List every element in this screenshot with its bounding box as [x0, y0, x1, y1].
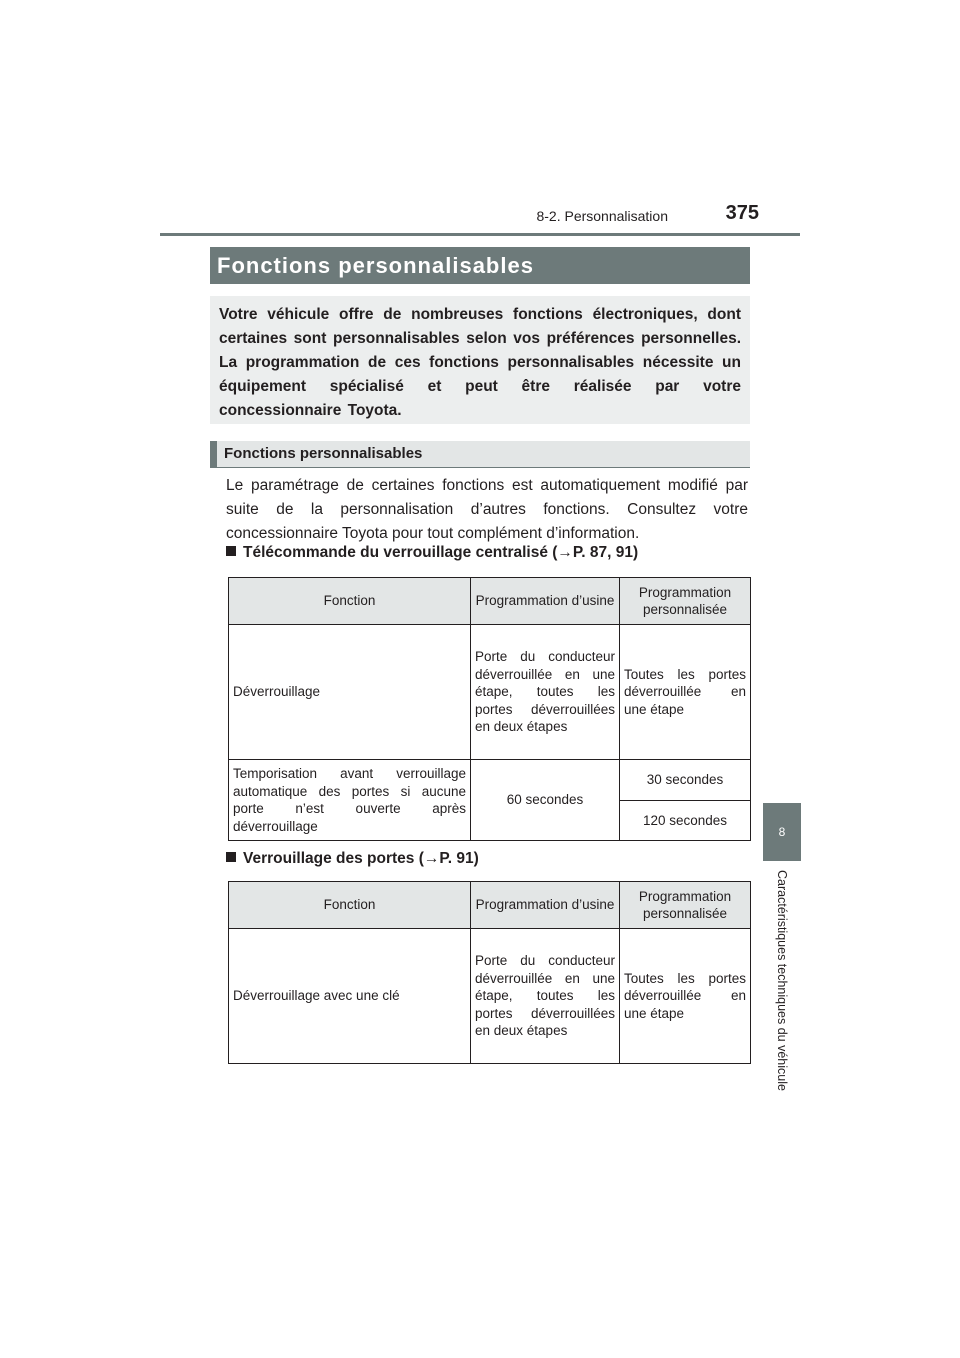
cell-function: Déverrouillage	[229, 625, 471, 760]
chapter-label: Caractéristiques techniques du véhicule	[775, 870, 789, 1091]
cell-function: Déverrouillage avec une clé	[229, 929, 471, 1064]
cell-custom: 120 secondes	[620, 801, 751, 841]
subsection-underline	[210, 467, 750, 468]
intro-box	[210, 296, 750, 424]
header-function: Fonction	[229, 882, 471, 929]
cell-factory: Porte du conducteur déverrouillée en une étape, toutes les portes déverrouillées en deux étapes	[471, 625, 620, 760]
running-header-section: 8-2. Personnalisation	[536, 208, 668, 224]
table-row	[229, 929, 751, 1064]
table-header-row	[229, 578, 751, 625]
header-function: Fonction	[229, 578, 471, 625]
cell-custom: Toutes les portes déverrouillée en une étape	[620, 625, 751, 760]
header-rule	[160, 233, 800, 236]
header-custom: Programmation personnalisée	[620, 882, 751, 929]
header-custom: Programmation personnalisée	[620, 578, 751, 625]
page-number: 375	[725, 202, 759, 224]
cell-factory: 60 secondes	[471, 760, 620, 841]
cell-custom: 30 secondes	[620, 760, 751, 801]
section-heading-remote-text: Télécommande du verrouillage centralisé (→P. 87, 91)	[243, 544, 639, 561]
chapter-tab: 8	[763, 803, 801, 861]
cell-factory: Porte du conducteur déverrouillée en une étape, toutes les portes déverrouillées en deux étapes	[471, 929, 620, 1064]
remote-lock-table	[228, 577, 751, 841]
page-title: Fonctions personnalisables	[210, 247, 750, 284]
square-bullet-icon	[226, 546, 236, 556]
table-row	[229, 625, 751, 760]
square-bullet-icon	[226, 852, 236, 862]
header-factory: Programmation d’usine	[471, 578, 620, 625]
table-header-row	[229, 882, 751, 929]
cell-custom: Toutes les portes déverrouillée en une étape	[620, 929, 751, 1064]
section-heading-door-lock	[226, 850, 479, 868]
section-heading-remote	[226, 544, 638, 562]
door-lock-table	[228, 881, 751, 1064]
header-factory: Programmation d’usine	[471, 882, 620, 929]
subsection-heading: Fonctions personnalisables	[210, 441, 750, 467]
section-heading-door-lock-text: Verrouillage des portes (→P. 91)	[243, 850, 479, 867]
intro-text: Votre véhicule offre de nombreuses fonctions électroniques, dont certaines sont personnalisables selon vos préférences personnelles. La programmation de ces fonctions personnalisables nécessite un équipement spécialisé et peut être réalisée par votre concessionnaire Toyota.	[219, 306, 741, 419]
table-row	[229, 760, 751, 801]
cell-function: Temporisation avant verrouillage automatique des portes si aucune porte n’est ouverte après déverrouillage	[229, 760, 471, 841]
subsection-paragraph: Le paramétrage de certaines fonctions est automatiquement modifié par suite de la personnalisation d’autres fonctions. Consultez votre concessionnaire Toyota pour tout complément d’information.	[226, 477, 748, 542]
